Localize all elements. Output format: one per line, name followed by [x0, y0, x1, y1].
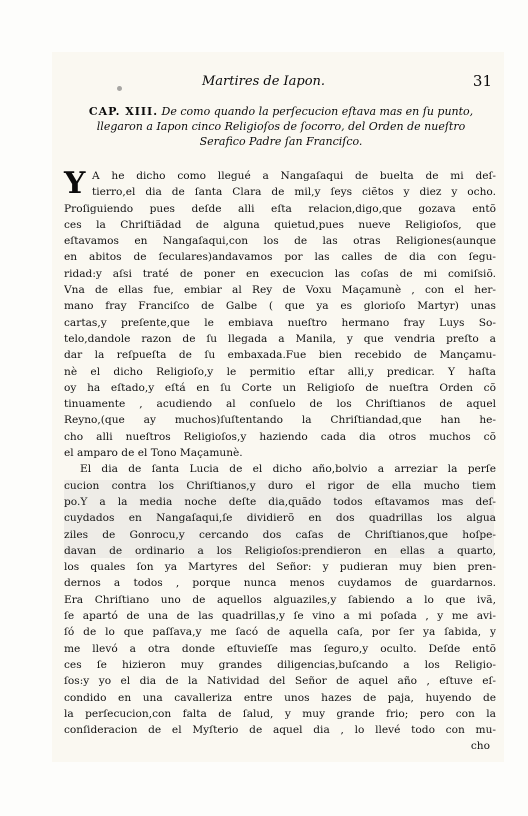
text-line: condido en una cavalleriza entre unos hazes de paja, huyendo de	[64, 691, 496, 704]
text-line: tierro,el dia de ſanta Clara de mil,y ſeys ciẽtos y diez y ocho.	[92, 186, 496, 199]
text-line: conſideracion de el Myſterio de aquel dia , lo llevé todo con mu-	[64, 724, 496, 737]
text-line: Proſiguiendo pues deſde alli eſta relacion,digo,que gozava entõ	[64, 202, 496, 215]
chapter-heading-line-1	[66, 104, 496, 119]
text-line: ces ſe hizieron muy grandes diligencias,buſcando a los Religio-	[64, 658, 496, 671]
text-line: A he dicho como llegué a Nangaſaqui de buelta de mi deſ-	[92, 170, 496, 182]
text-line: ziles de Gonrocu,y cercando dos caſas de Chriſtianos,que hoſpe-	[64, 528, 496, 541]
text-line: ſó de lo que paſſava,y me ſacó de aquella caſa, por ſer ya ſabida, y	[64, 626, 496, 639]
scanned-page	[52, 52, 504, 762]
text-line: Era Chriſtiano uno de aquellos alguaziles,y ſabiendo a lo que ivã,	[64, 593, 496, 606]
body-text	[64, 168, 496, 755]
chapter-heading	[66, 104, 496, 149]
running-title: Martires de Iapon.	[202, 74, 326, 89]
text-line: el amparo de el Tono Maçamunè.	[64, 447, 243, 460]
text-line: davan de ordinario a los Religioſos:prendieron en ellas a quarto,	[64, 544, 496, 557]
chapter-heading-line-2: llegaron a Iapon cinco Religioſos de ſocorro, del Orden de nueſtro	[96, 120, 466, 133]
text-line: Reyno,(que ay muchos)ſuſtentando la Chriſtiandad,que han he-	[64, 414, 496, 427]
text-line: telo,dandole razon de ſu llegada a Manila, y que vendria preſto a	[64, 332, 496, 345]
text-line: po.Y a la media noche deſte dia,quãdo todos eſtavamos mas deſ-	[64, 495, 496, 508]
text-line: la perſecucion,con falta de ſalud, y muy grande frio; pero con la	[64, 707, 496, 720]
text-line: ſe apartó de una de las quadrillas,y ſe vino a mi poſada , y me avi-	[64, 610, 496, 623]
text-line: me llevó a otra donde eſtuvieſſe mas ſeguro,y oculto. Deſde entõ	[64, 642, 496, 655]
text-line: cuydados en Nangaſaqui,ſe dividierõ en dos quadrillas los algua	[64, 512, 496, 525]
text-line: Vna de ellas fue, embiar al Rey de Voxu Maçamunè , con el her-	[64, 284, 496, 297]
text-line: El dia de ſanta Lucia de el dicho año,bolvio a arreziar la perſe	[80, 463, 496, 476]
text-line: en abitos de ſeculares)andavamos por las calles de dia con ſegu-	[64, 251, 496, 264]
page-number: 31	[472, 72, 492, 90]
chapter-heading-line-3: Serafico Padre ſan Franciſco.	[199, 135, 363, 148]
running-header	[52, 74, 504, 96]
text-line: ridad:y aſsi traté de poner en execucion las coſas de mi comiſsiõ.	[64, 267, 496, 280]
text-line: dar la reſpueſta de ſu embaxada.Fue bien recebido de Mançamu-	[64, 349, 496, 362]
chapter-number: CAP. XIII.	[88, 105, 159, 118]
text-line: los quales ſon ya Martyres del Señor: y pudieran muy bien pren-	[64, 561, 496, 574]
text-line: tinuamente , acudiendo al conſuelo de los Chriſtianos de aquel	[64, 398, 496, 411]
text-line: cho alli nueſtros Religioſos,y haziendo cada dia otros muchos cõ	[64, 430, 496, 443]
text-line: ſos:y yo el dia de la Natividad del Señor de aquel año , eſtuve eſ-	[64, 675, 496, 688]
catchword: cho	[470, 740, 490, 753]
text-line: oy ha eſtado,y eſtá en ſu Corte un Religioſo de nueſtra Orden cõ	[64, 381, 496, 394]
text-line: nè el dicho Religioſo,y le permitio eſtar alli,y predicar. Y haſta	[64, 365, 496, 378]
text-line: eſtavamos en Nangaſaqui,con los de las otras Religiones(aunque	[64, 235, 496, 248]
drop-capital: Y	[64, 166, 86, 201]
text-line: mano fray Franciſco de Galbe ( que ya es glorioſo Martyr) unas	[64, 300, 496, 313]
text-line: dernos a todos , porque nunca menos cuydamos de guardarnos.	[64, 577, 496, 590]
text-line: ces la Chriſtiãdad de alguna quietud,pues nueve Religioſos, que	[64, 218, 496, 231]
chapter-title-part-1: De como quando la perſecucion eſtava mas en ſu punto,	[161, 105, 474, 118]
ink-smudge	[117, 86, 122, 91]
text-line: cucion contra los Chriſtianos,y duro el rigor de ella mucho tiem	[64, 479, 496, 492]
text-line: cartas,y preſente,que le embiava nueſtro hermano fray Luys So-	[64, 316, 496, 329]
